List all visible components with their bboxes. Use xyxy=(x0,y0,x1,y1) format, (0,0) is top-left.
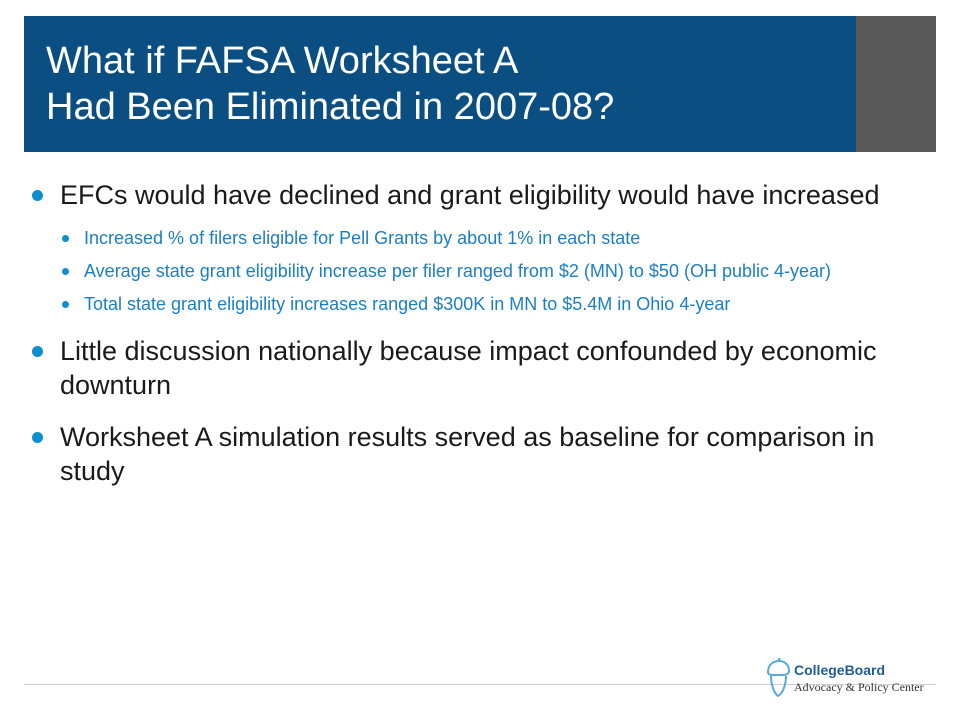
collegeboard-logo xyxy=(764,656,940,704)
bullet-item xyxy=(30,334,930,402)
sub-bullet-item xyxy=(58,226,930,250)
logo-tagline: Advocacy & Policy Center xyxy=(794,680,924,694)
bullet-text: Little discussion nationally because impact confounded by economic downturn xyxy=(60,336,877,400)
bullet-icon xyxy=(32,346,43,357)
bullet-icon xyxy=(32,190,43,201)
sub-bullet-item xyxy=(58,259,930,283)
sub-bullet-text: Increased % of filers eligible for Pell Grants by about 1% in each state xyxy=(84,228,641,248)
bullet-text: EFCs would have declined and grant eligibility would have increased xyxy=(60,180,880,210)
sub-bullet-list xyxy=(58,226,930,316)
sub-bullet-icon xyxy=(62,235,69,242)
bullet-icon xyxy=(32,432,43,443)
title-line-1: What if FAFSA Worksheet A xyxy=(46,40,519,82)
logo-name: CollegeBoard xyxy=(794,662,886,678)
bullet-text: Worksheet A simulation results served as baseline for comparison in study xyxy=(60,422,875,486)
title-line-2: Had Been Eliminated in 2007-08? xyxy=(46,86,615,128)
bullet-item xyxy=(30,420,930,488)
slide-title xyxy=(46,38,614,130)
bullet-item xyxy=(30,178,930,316)
title-accent-bar xyxy=(856,16,936,152)
sub-bullet-text: Total state grant eligibility increases ranged $300K in MN to $5.4M in Ohio 4-year xyxy=(84,294,731,314)
bullet-list xyxy=(30,178,930,506)
sub-bullet-item xyxy=(58,292,930,316)
sub-bullet-icon xyxy=(62,301,69,308)
sub-bullet-text: Average state grant eligibility increase per filer ranged from $2 (MN) to $50 (OH public 4-year) xyxy=(84,261,831,281)
acorn-icon xyxy=(764,658,792,698)
sub-bullet-icon xyxy=(62,268,69,275)
